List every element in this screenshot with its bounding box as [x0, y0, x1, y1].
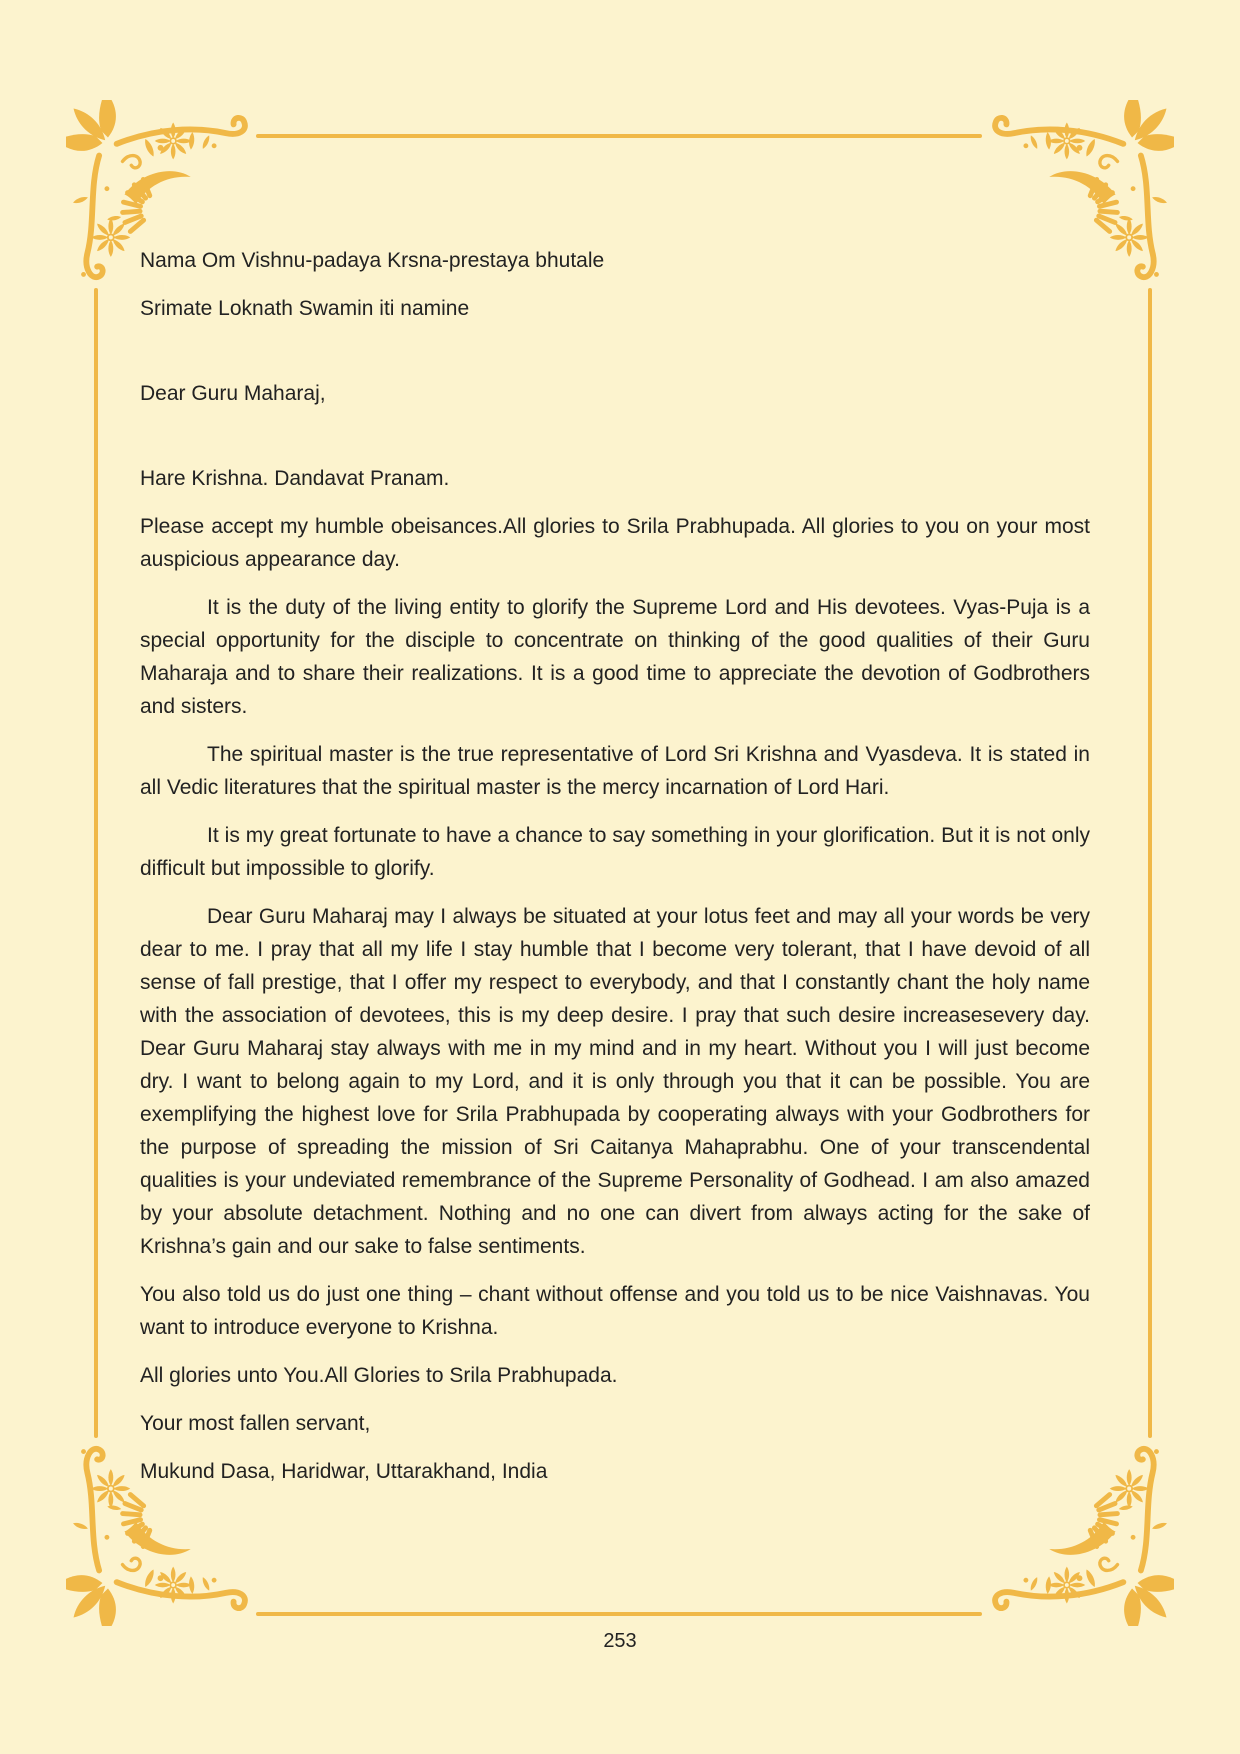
- paragraph-prayer: Dear Guru Maharaj may I always be situated at your lotus feet and may all your words be very dear to me. I pray that all my life I stay humble that I become very tolerant, that I have devoid of all sense of fall prestige, that I offer my respect to everybody, and that I constantly chant the holy name with the association of devotees, this is my deep desire. I pray that such desire increasesevery day. Dear Guru Maharaj stay always with me in my mind and in my heart. Without you I will just become dry. I want to belong again to my Lord, and it is only through you that it can be possible. You are exemplifying the highest love for Srila Prabhupada by cooperating always with your Godbrothers for the purpose of spreading the mission of Sri Caitanya Mahaprabhu. One of your transcendental qualities is your undeviated remembrance of the Supreme Personality of Godhead. I am also amazed by your absolute detachment. Nothing and no one can divert from always acting for the sake of Krishna’s gain and our sake to false sentiments.: [140, 905, 1090, 1258]
- page-number: 253: [603, 1630, 637, 1652]
- invocation-line-1: Nama Om Vishnu-padaya Krsna-prestaya bhutale: [140, 249, 605, 272]
- border-line-bottom: [256, 1612, 982, 1616]
- border-line-top: [256, 134, 982, 138]
- greeting: Hare Krishna. Dandavat Pranam.: [140, 467, 450, 490]
- letter-body: [140, 244, 1090, 1503]
- paragraph-chant: You also told us do just one thing – chant without offense and you told us to be nice Vaishnavas. You want to introduce everyone to Krishna.: [140, 1283, 1090, 1339]
- paragraph-fortunate: It is my great fortunate to have a chance to say something in your glorification. But it is not only difficult but impossible to glorify.: [140, 824, 1090, 880]
- paragraph-spiritual-master: The spiritual master is the true representative of Lord Sri Krishna and Vyasdeva. It is stated in all Vedic literatures that the spiritual master is the mercy incarnation of Lord Hari.: [140, 743, 1090, 799]
- border-line-right: [1148, 288, 1152, 1438]
- salutation: Dear Guru Maharaj,: [140, 382, 326, 405]
- paragraph-obeisances: Please accept my humble obeisances.All glories to Srila Prabhupada. All glories to you on your most auspicious appearance day.: [140, 515, 1090, 571]
- paragraph-all-glories: All glories unto You.All Glories to Srila Prabhupada.: [140, 1364, 618, 1387]
- border-line-left: [94, 288, 98, 1438]
- signature: Mukund Dasa, Haridwar, Uttarakhand, India: [140, 1460, 548, 1483]
- paragraph-duty: It is the duty of the living entity to glorify the Supreme Lord and His devotees. Vyas-Puja is a special opportunity for the disciple to concentrate on thinking of the good qualities of their Guru Maharaja and to share their realizations. It is a good time to appreciate the devotion of Godbrothers and sisters.: [140, 596, 1090, 718]
- closing: Your most fallen servant,: [140, 1412, 371, 1435]
- invocation-line-2: Srimate Loknath Swamin iti namine: [140, 297, 470, 320]
